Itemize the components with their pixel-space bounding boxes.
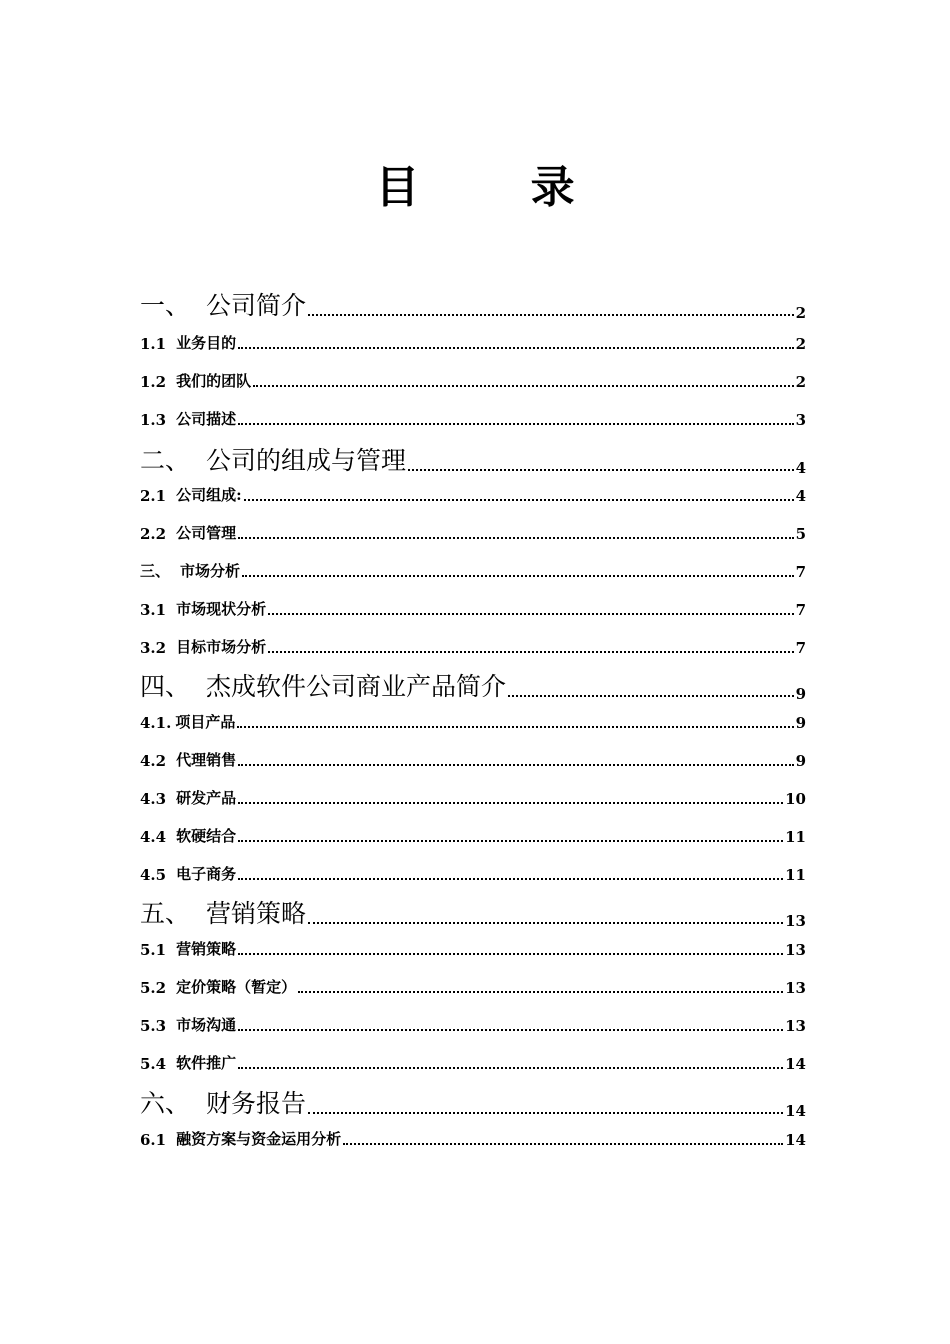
toc-entry[interactable]: [140, 561, 806, 581]
toc-entry-number: 1.2: [140, 373, 167, 391]
toc-entry[interactable]: [140, 750, 806, 770]
toc-entry-number: 2.1: [140, 487, 167, 505]
toc-entry-page: 13: [785, 1017, 806, 1035]
toc-entry-page: 4: [795, 487, 806, 505]
toc-entry-page: 2: [795, 335, 806, 353]
toc-entry-title: 杰成软件公司商业产品简介: [206, 672, 507, 701]
toc-entry-number: 4.3: [140, 790, 167, 808]
toc-entry-title: 市场分析: [180, 562, 241, 580]
toc-entry[interactable]: [140, 939, 806, 959]
toc-leader-dots: [237, 726, 793, 728]
toc-entry[interactable]: [140, 788, 806, 808]
toc-leader-dots: [238, 953, 783, 955]
toc-entry-page: 2: [795, 373, 806, 391]
toc-entry-title: 营销策略: [206, 899, 307, 928]
toc-entry-title: 公司简介: [206, 291, 307, 320]
toc-entry-title: 营销策略: [176, 940, 237, 958]
toc-leader-dots: [268, 613, 793, 615]
toc-entry[interactable]: [140, 1086, 806, 1120]
toc-entry[interactable]: [140, 864, 806, 884]
toc-entry-number: 四、: [140, 672, 191, 701]
toc-entry-page: 7: [795, 639, 806, 657]
toc-entry-number: 五、: [140, 899, 191, 928]
toc-entry-number: 2.2: [140, 525, 167, 543]
toc-entry-title: 软件推广: [176, 1054, 237, 1072]
page-title: 目 录: [375, 162, 623, 213]
toc-leader-dots: [238, 878, 783, 880]
toc-leader-dots: [238, 1067, 783, 1069]
toc-entry-page: 7: [795, 563, 806, 581]
toc-entry-page: 2: [795, 304, 806, 322]
toc-entry-title: 市场现状分析: [176, 600, 267, 618]
toc-entry-number: 3.1: [140, 601, 167, 619]
toc-entry-page: 14: [785, 1131, 806, 1149]
toc-entry-number: 4.5: [140, 866, 167, 884]
toc-leader-dots: [238, 840, 783, 842]
toc-entry[interactable]: [140, 1129, 806, 1149]
toc-entry-page: 10: [785, 790, 806, 808]
toc-entry-title: 融资方案与资金运用分析: [176, 1130, 342, 1148]
toc-entry-page: 14: [785, 1102, 806, 1120]
toc-entry-number: 二、: [140, 446, 191, 475]
toc-leader-dots: [238, 423, 793, 425]
toc-entry-title: 电子商务: [176, 865, 237, 883]
toc-leader-dots: [238, 537, 793, 539]
toc-entry-title: 财务报告: [206, 1089, 307, 1118]
toc-entry[interactable]: [140, 896, 806, 930]
toc-entry[interactable]: [140, 333, 806, 353]
toc-leader-dots: [238, 1029, 783, 1031]
toc-entry-number: 一、: [140, 291, 191, 320]
toc-entry-title: 定价策略（暂定）: [176, 978, 297, 996]
toc-entry[interactable]: [140, 443, 806, 477]
toc-entry[interactable]: [140, 1015, 806, 1035]
toc-entry-title: 目标市场分析: [176, 638, 267, 656]
toc-leader-dots: [298, 991, 783, 993]
toc-entry-page: 13: [785, 979, 806, 997]
toc-leader-dots: [238, 764, 793, 766]
toc-entry[interactable]: [140, 409, 806, 429]
toc-entry-number: 4.2: [140, 752, 167, 770]
toc-entry-page: 3: [795, 411, 806, 429]
toc-leader-dots: [238, 347, 793, 349]
toc-entry-page: 5: [795, 525, 806, 543]
toc-entry-page: 9: [795, 685, 806, 703]
toc-entry[interactable]: [140, 712, 806, 732]
toc-leader-dots: [308, 1112, 783, 1114]
toc-leader-dots: [343, 1143, 783, 1145]
toc-entry[interactable]: [140, 669, 806, 703]
toc-entry-title: 公司的组成与管理: [206, 446, 407, 475]
toc-entry-page: 14: [785, 1055, 806, 1073]
toc-entry-number: 三、: [140, 562, 171, 580]
toc-entry[interactable]: [140, 599, 806, 619]
toc-entry-page: 4: [795, 459, 806, 477]
toc-entry[interactable]: [140, 826, 806, 846]
toc-entry-title: 市场沟通: [176, 1016, 237, 1034]
toc-entry-number: 六、: [140, 1089, 191, 1118]
toc-entry-number: 4.4: [140, 828, 167, 846]
toc-entry-number: 6.1: [140, 1131, 167, 1149]
toc-entry-number: 1.1: [140, 335, 167, 353]
toc-entry-number: 4.1.: [140, 714, 172, 732]
toc-entry[interactable]: [140, 523, 806, 543]
toc-entry-title: 我们的团队: [176, 372, 252, 390]
toc-leader-dots: [308, 314, 794, 316]
toc-entry-page: 13: [785, 912, 806, 930]
toc-entry-title: 软硬结合: [176, 827, 237, 845]
toc-leader-dots: [253, 385, 793, 387]
toc-entry[interactable]: [140, 485, 806, 505]
toc-entry-title: 公司管理: [176, 524, 237, 542]
toc-entry[interactable]: [140, 288, 806, 322]
toc-entry-page: 11: [785, 866, 806, 884]
toc-entry-number: 3.2: [140, 639, 167, 657]
toc-leader-dots: [308, 922, 783, 924]
toc-entry[interactable]: [140, 1053, 806, 1073]
toc-entry-number: 1.3: [140, 411, 167, 429]
toc-entry-number: 5.2: [140, 979, 167, 997]
toc-entry-title: 代理销售: [176, 751, 237, 769]
toc-leader-dots: [268, 651, 793, 653]
toc-entry-page: 13: [785, 941, 806, 959]
toc-entry-title: 业务目的: [176, 334, 237, 352]
toc-leader-dots: [242, 575, 794, 577]
toc-entry[interactable]: [140, 371, 806, 391]
toc-entry[interactable]: [140, 637, 806, 657]
toc-leader-dots: [508, 695, 794, 697]
toc-entry-page: 11: [785, 828, 806, 846]
toc-entry-number: 5.3: [140, 1017, 167, 1035]
toc-entry-page: 7: [795, 601, 806, 619]
toc-entry-page: 9: [795, 714, 806, 732]
toc-entry-title: 公司组成:: [176, 486, 242, 504]
toc-leader-dots: [408, 469, 794, 471]
toc-entry-number: 5.4: [140, 1055, 167, 1073]
toc-leader-dots: [244, 499, 794, 501]
toc-entry-page: 9: [795, 752, 806, 770]
toc-entry[interactable]: [140, 977, 806, 997]
toc-entry-title: 项目产品: [175, 713, 236, 731]
toc-entry-title: 公司描述: [176, 410, 237, 428]
toc-leader-dots: [238, 802, 783, 804]
toc-entry-title: 研发产品: [176, 789, 237, 807]
toc-entry-number: 5.1: [140, 941, 167, 959]
